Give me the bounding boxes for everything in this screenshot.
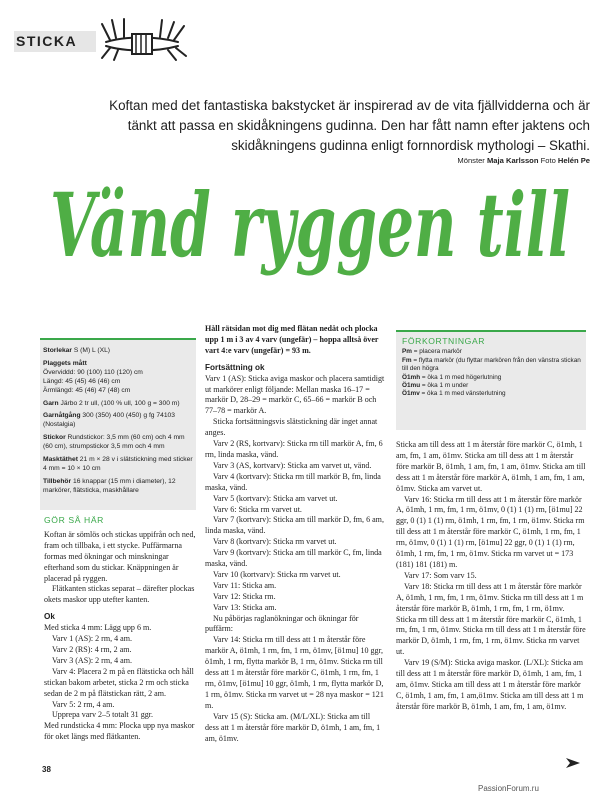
spec-list: Storlekar S (M) L (XL) Plaggets mått Överviddd: 90 (100) 110 (120) cm Längd: 45 (45) 46 (46) cm Ärmlängd: 45 (46) 47 (48) cm Garn Järbo 2 tr ull, (100 % ull, 100 g = 300 m) Garnåtgång 300 (350) 400 (450) g fg 74103 (Nostalgia) Stickor Rundstickor: 3,5 mm (60 cm) och 4 mm (60 cm), strumpstickor 3,5 mm och 4 mm Masktäthet 21 m × 28 v i slätstickning med sticker 4 mm = 10 × 10 cm Tillbehör 16 knappar (15 mm i diameter), 12 markörer, flätsticka, maskhållare — [43, 347, 193, 494]
page-number: 38 — [42, 765, 51, 774]
section-label: STICKA — [16, 33, 78, 49]
abbreviations-list: FÖRKORTNINGAR Pm = placera markör Fm = flytta markör (du flyttar markören från den vänstra stickan till den högra Ö1mh = öka 1 m med högerlutning Ö1mu = öka 1 m under Ö1mv = öka 1 m med vänsterlutning — [402, 336, 581, 398]
intro-text: Koftan med det fantastiska bakstycket är inspirerad av de vita fjällvidderna och är tänkt att passa en skidåkningens gudinna. Den har fått namn efter jaktens och skidåkningens gudinna enligt fornnordisk mythologi – Skathi. — [109, 98, 590, 153]
site-watermark: PassionForum.ru — [478, 784, 539, 793]
instructions-col-1: GÖR SÅ HÄR Koftan är sömlös och stickas uppifrån och ned, fram och tillbaka, i ett stycke. Puffärmarna formas med ökningar och minskningar efterhand som du stickar. Knäppningen är placerad på ryggen. Flätkanten stickas separat – därefter plockas okets maskor upp utefter kanten. Ok Med sticka 4 mm: Lägg upp 6 m. Varv 1 (AS): 2 rm, 4 am. Varv 2 (RS): 4 rm, 2 am. Varv 3 (AS): 2 rm, 4 am. Varv 4: Placera 2 m på en flätsticka och håll stickan bakom arbetet, sticka 2 rm och sticka sedan de 2 m på flätstickan rätt, 2 am. Varv 5: 2 rm, 4 am. Upprepa varv 2–5 totalt 31 ggr. Med rundsticka 4 mm: Plocka upp nya maskor för oket längs med flätkanten. — [44, 515, 196, 742]
instructions-col-2: Håll rätsidan mot dig med flätan nedåt och plocka upp 1 m i 3 av 4 varv (ungefär) – hoppa alltså över vart 4:e varv (ungefär) = 93 m. Fortsättning ok Varv 1 (AS): Sticka aviga maskor och placera samtidigt ut markörer enligt följande: Mellan maska 16–17 = markör D, 28–29 = markör C, 65–66 = markör B och 77–78 = markör A. Sticka fortsättningsvis slätstickning där inget annat anges. Varv 2 (RS, kortvarv): Sticka rm till markör A, fm, 6 rm, linda maska, vänd. Varv 3 (AS, kortvarv): Sticka am varvet ut, vänd. Varv 4 (kortvarv): Sticka rm till markör B, fm, linda maska, vänd. Varv 5 (kortvarv): Sticka am varvet ut. Varv 6: Sticka rm varvet ut. Varv 7 (kortvarv): Sticka am till markör D, fm, 6 am, linda maska, vänd. Varv 8 (kortvarv): Sticka rm varvet ut. Varv 9 (kortvarv): Sticka am till markör C, fm, linda maska, vänd. Varv 10 (kortvarv): Sticka rm varvet ut. Varv 11: Sticka am. Varv 12: Sticka rm. Varv 13: Sticka am. Nu påbörjas raglanökningar och ökningar för puffärm: Varv 14: Sticka rm till dess att 1 m återstår före markör A, ö1mh, 1 rm, fm, 1 rm, ö1mv, [ö1mu] 10 ggr, ö1mh, 1 rm, flytta markör B, 1 rm, ö1mv. Sticka rm till dess att 1 m återstår före markör C, ö1mh, 1 rm, fm, 1 rm, ö1mv, [ö1mu] 10 ggr, ö1mh, 1 rm, flytta markör D, 1 rm, ö1mv. Sticka rm varvet ut = 28 nya maskor = 121 m. Varv 15 (S): Sticka am. (M/L/XL): Sticka am till dess att 1 m återstår före markör D, ö1mh, 1 am, fm, 1 am, ö1mv. — [205, 324, 385, 743]
title-text: Vänd ryggen till — [50, 173, 570, 277]
instructions-col-3: Sticka am till dess att 1 m återstår före markör C, ö1mh, 1 am, fm, 1 am, ö1mv. Sticka am till dess att 1 m återstår före markör B, ö1mh, 1 am, fm, 1 am, ö1mv. Sticka am till dess att 1 m återstår före markör A, ö1mh, 1 am, fm, 1 am, ö1mv. Sticka am varvet ut. Varv 16: Sticka rm till dess att 1 m återstår före markör A, ö1mh, 1 rm, fm, 1 rm, ö1mv, 0 (1) 1 (1) rm, [ö1mu] 22 ggr, 0 (1) 1 (1) rm, ö1mh, 1 rm, fm, 1 rm, ö1mv. Sticka rm till dess att 1 m återstår före markör C, ö1mh, 1 rm, fm, 1 rm, ö1mv, 0 (1) 1 (1) rm, [ö1mu] 22 ggr, 0 (1) 1 (1) rm, ö1mh, 1 rm, fm, 1 rm, ö1mv. Sticka rm varvet ut = 173 (181) 181 (181) m. Varv 17: Som varv 15. Varv 18: Sticka rm till dess att 1 m återstår före markör A, ö1mh, 1 rm, fm, 1 rm, ö1mv. Sticka rm till dess att 1 m återstår före markör B, ö1mh, 1 rm, fm, 1 rm, ö1mv. Sticka rm till dess att 1 m återstår före markör C, ö1mh, 1 rm, fm, 1 rm, ö1mv. Sticka rm till dess att 1 m återstår före markör D, ö1mh, 1 rm, fm, 1 rm, ö1mv. Sticka rm varvet ut. Varv 19 (S/M): Sticka aviga maskor. (L/XL): Sticka am till dess att 1 m återstår före markör D, ö1mh, 1 am, fm, 1 am, ö1mv. Sticka am till dess att 1 m återstår före markör C, ö1mh, 1 am, fm, 1 am,ö1mv. Sticka am till dess att 1 m återstår före markör B, ö1mh, 1 am, fm, 1 am, ö1mv. — [396, 440, 586, 711]
arrow-right-icon — [566, 758, 580, 768]
yarn-skein-icon — [96, 16, 188, 62]
page-title — [40, 156, 580, 306]
credits: Mönster Maja Karlsson Foto Helén Pe — [457, 156, 590, 165]
section-heading: GÖR SÅ HÄR — [44, 515, 104, 525]
